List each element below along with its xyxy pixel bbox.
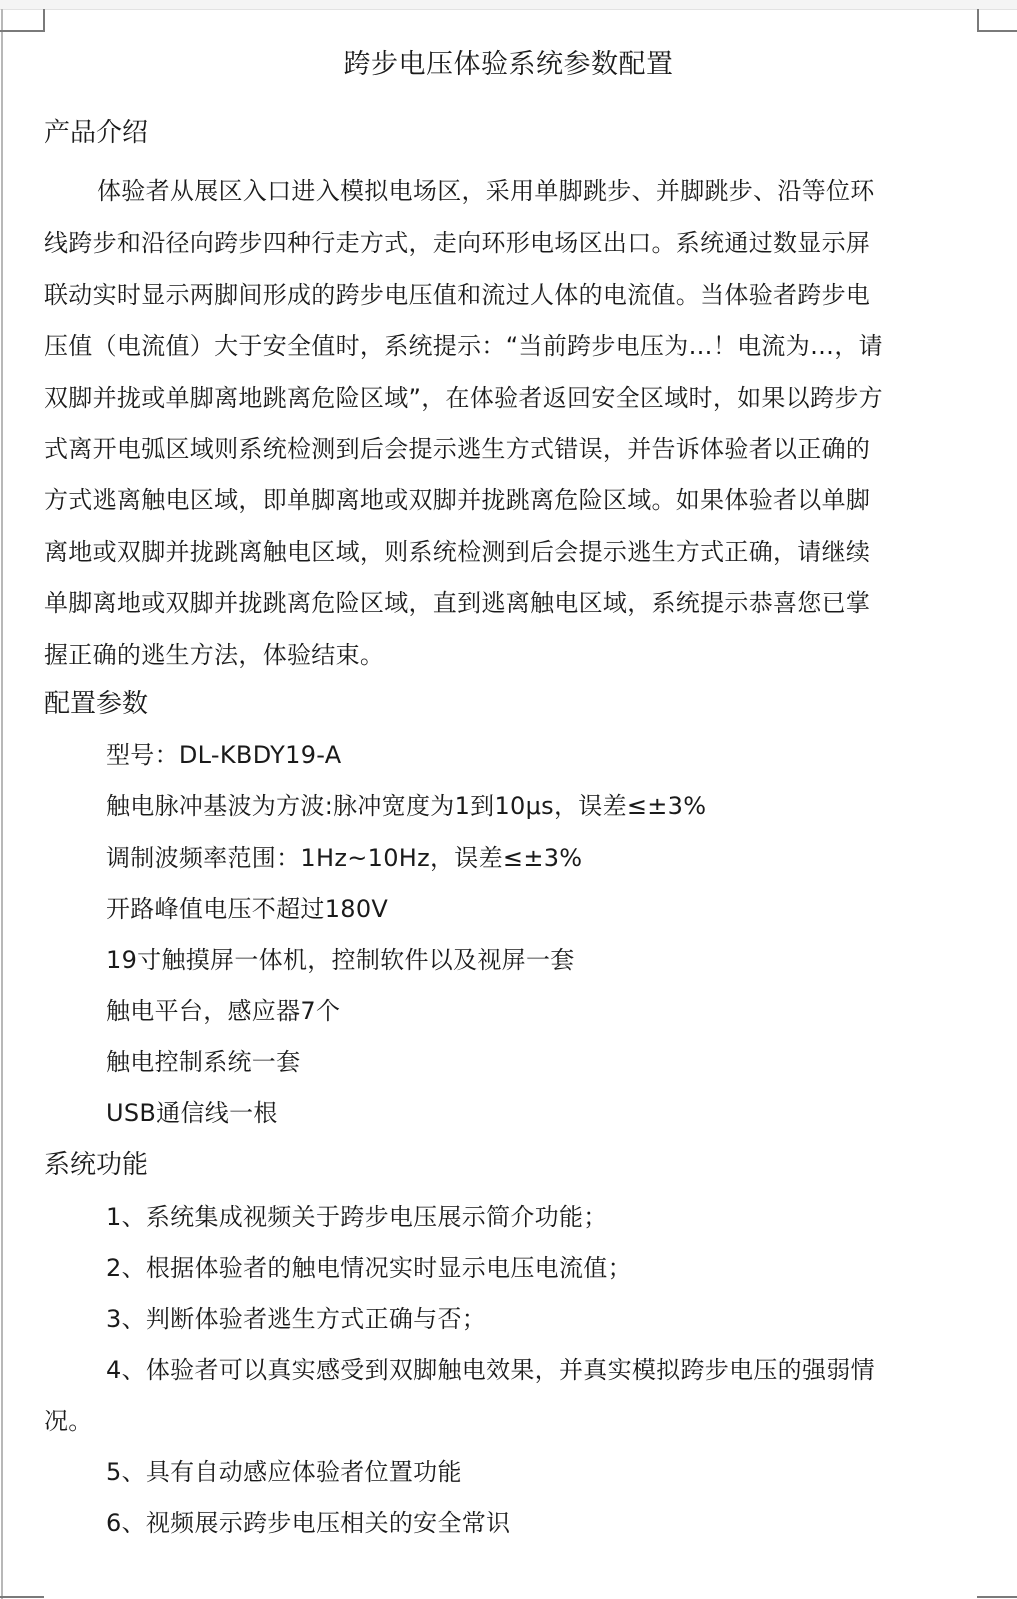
config-item-model: 型号：DL-KBDY19-A <box>106 741 342 769</box>
config-item-frequency: 调制波频率范围：1Hz~10Hz，误差≤±3% <box>106 844 583 872</box>
paragraph-line: 握正确的逃生方法，体验结束。 <box>44 641 385 669</box>
paragraph-line: 式离开电弧区域则系统检测到后会提示逃生方式错误，并告诉体验者以正确的 <box>44 435 871 463</box>
paragraph-line: 单脚离地或双脚并拢跳离危险区域，直到逃离触电区域，系统提示恭喜您已掌 <box>44 589 871 617</box>
corner-mark-bottom-right <box>977 1596 1017 1598</box>
corner-mark-top-right <box>977 30 1017 32</box>
function-item: 1、系统集成视频关于跨步电压展示简介功能； <box>106 1203 608 1231</box>
function-item: 2、根据体验者的触电情况实时显示电压电流值； <box>106 1254 632 1282</box>
config-item-usb-cable: USB通信线一根 <box>106 1099 278 1127</box>
window-top-band <box>0 0 1017 10</box>
function-item-wrap: 况。 <box>44 1407 93 1435</box>
paragraph-line: 压值（电流值）大于安全值时，系统提示：“当前跨步电压为…！电流为…，请 <box>44 332 883 360</box>
function-item: 4、体验者可以真实感受到双脚触电效果，并真实模拟跨步电压的强弱情 <box>106 1356 875 1384</box>
corner-mark-bottom-left <box>0 1596 44 1598</box>
corner-mark-top-left <box>43 9 45 32</box>
page-left-edge <box>1 9 3 1599</box>
document-title: 跨步电压体验系统参数配置 <box>343 49 674 80</box>
section-heading-functions: 系统功能 <box>44 1150 149 1180</box>
corner-mark-top-left <box>0 30 44 32</box>
paragraph-line: 体验者从展区入口进入模拟电场区，采用单脚跳步、并脚跳步、沿等位环 <box>97 177 875 205</box>
corner-mark-top-right <box>977 9 979 32</box>
config-item-pulse: 触电脉冲基波为方波:脉冲宽度为1到10μs，误差≤±3% <box>106 792 707 820</box>
paragraph-line: 方式逃离触电区域，即单脚离地或双脚并拢跳离危险区域。如果体验者以单脚 <box>44 486 871 514</box>
section-heading-intro: 产品介绍 <box>44 118 149 148</box>
function-item: 6、视频展示跨步电压相关的安全常识 <box>106 1509 511 1537</box>
function-item: 5、具有自动感应体验者位置功能 <box>106 1458 462 1486</box>
paragraph-line: 离地或双脚并拢跳离触电区域，则系统检测到后会提示逃生方式正确，请继续 <box>44 538 871 566</box>
config-item-control-system: 触电控制系统一套 <box>106 1048 301 1076</box>
config-item-voltage: 开路峰值电压不超过180V <box>106 895 389 923</box>
paragraph-line: 双脚并拢或单脚离地跳离危险区域”，在体验者返回安全区域时，如果以跨步方 <box>44 384 883 412</box>
config-item-touchscreen: 19寸触摸屏一体机，控制软件以及视屏一套 <box>106 946 575 974</box>
config-item-platform: 触电平台，感应器7个 <box>106 997 341 1025</box>
paragraph-line: 线跨步和沿径向跨步四种行走方式，走向环形电场区出口。系统通过数显示屏 <box>44 229 871 257</box>
section-heading-config: 配置参数 <box>44 689 149 719</box>
function-item: 3、判断体验者逃生方式正确与否； <box>106 1305 487 1333</box>
paragraph-line: 联动实时显示两脚间形成的跨步电压值和流过人体的电流值。当体验者跨步电 <box>44 281 871 309</box>
